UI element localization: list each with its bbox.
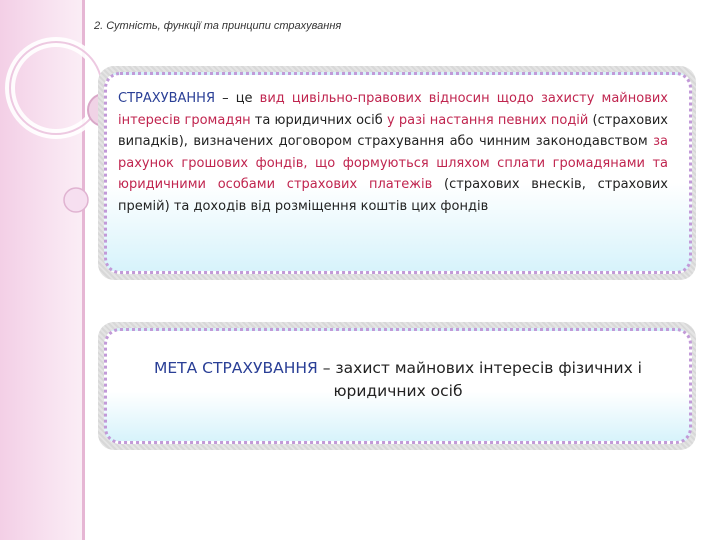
definition-part-2: та юридичних осіб [250, 112, 387, 128]
goal-description: – захист майнових інтересів фізичних і юридичних осіб [317, 359, 642, 400]
definition-part-4: (страхових випадків), визначених договором страхування або чинним законодавством [118, 112, 669, 150]
definition-dash: – це [214, 91, 260, 106]
deco-dot-small [64, 188, 88, 212]
definition-part-1: вид цивільно-правових відносин щодо захисту майнових інтересів громадян [118, 91, 669, 128]
goal-text [120, 357, 676, 403]
definition-term: СТРАХУВАННЯ [118, 91, 215, 106]
definition-text [118, 88, 668, 218]
goal-term: МЕТА СТРАХУВАННЯ [154, 359, 318, 377]
definition-part-6: (страхових внесків, страхових премій) та доходів від розміщення коштів цих фондів [118, 177, 668, 214]
deco-ring-outline [10, 42, 102, 134]
definition-part-3: у разі настання певних подій [386, 112, 589, 128]
page-title: 2. Сутність, функції та принципи страхування [94, 20, 342, 32]
definition-part-5: за рахунок грошових фондів, що формуються шляхом сплати громадянами та юридичними особами страхових платежів [118, 134, 668, 193]
